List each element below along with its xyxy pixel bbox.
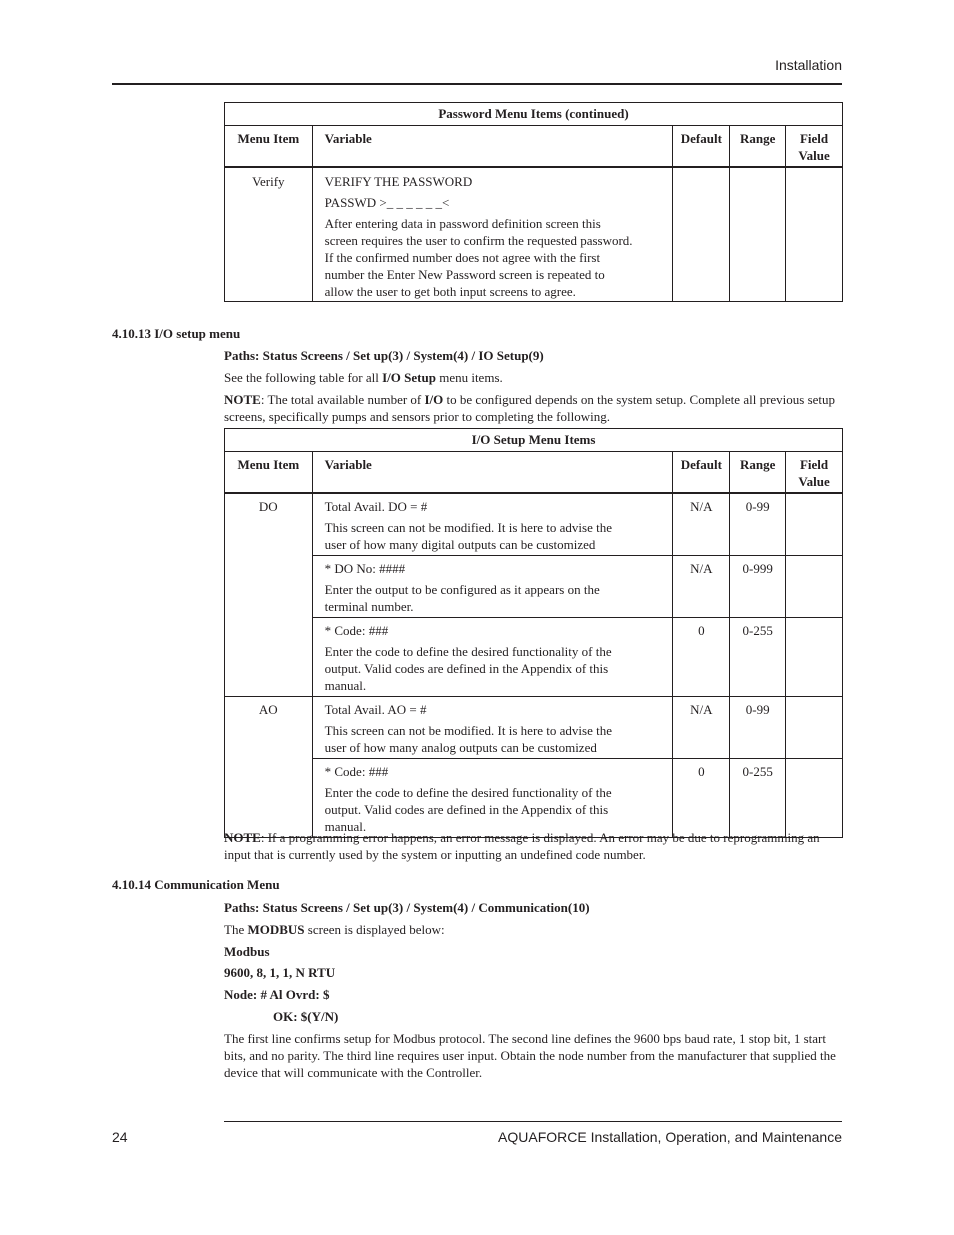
variable-description: Enter the code to define the desired functionality of the output. Valid codes are defined in the Appendix of this manual. xyxy=(324,644,612,693)
comm-description: The first line confirms setup for Modbus protocol. The second line defines the 9600 bps baud rate, 1 stop bit, 1 start bits, and no parity. The third line requires user input. Obtain the node number from the manufacturer that supplied the device that will communicate with the Controller. xyxy=(224,1031,836,1080)
range-cell: 0-255 xyxy=(730,759,786,838)
variable-cell xyxy=(312,167,673,302)
io-see-bold: I/O Setup xyxy=(382,370,436,385)
variable-description: Enter the output to be configured as it appears on the terminal number. xyxy=(324,582,600,614)
variable-line: * Code: ### xyxy=(324,623,389,638)
note-text: : If a programming error happens, an error message is displayed. An error may be due to reprogramming an input that is currently used by the system or inputting an undefined code number. xyxy=(224,830,820,862)
password-menu-table xyxy=(224,102,843,302)
table-row xyxy=(225,618,843,697)
io-see-post: menu items. xyxy=(435,370,503,385)
variable-line: PASSWD >_ _ _ _ _ _< xyxy=(324,195,450,210)
variable-cell xyxy=(312,556,673,618)
footer-document-title: AQUAFORCE Installation, Operation, and Maintenance xyxy=(498,1129,842,1145)
col-header-variable: Variable xyxy=(312,126,673,168)
range-cell: 0-99 xyxy=(730,493,786,556)
section-heading-communication: 4.10.14 Communication Menu xyxy=(112,877,280,892)
variable-cell xyxy=(312,697,673,759)
io-note-error xyxy=(224,829,843,863)
default-cell xyxy=(673,167,730,302)
variable-description: After entering data in password definition screen this screen requires the user to confirm the requested password. If the confirmed number does not agree with the first number the Enter New Password screen is repeated to allow the user to get both input screens to agree. xyxy=(324,216,633,299)
col-header-default: Default xyxy=(673,126,730,168)
intro-pre: The xyxy=(224,922,248,937)
note-label: NOTE xyxy=(224,830,261,845)
col-header-default: Default xyxy=(673,452,730,494)
col-header-field-value: Field Value xyxy=(786,452,843,494)
range-cell: 0-999 xyxy=(730,556,786,618)
note-post: to be configured depends on the system setup. Complete all previous setup screens, specifically pumps and sensors prior to completing the following. xyxy=(224,392,836,424)
default-cell: 0 xyxy=(673,759,730,838)
table-row xyxy=(225,697,843,759)
header-rule xyxy=(112,83,842,85)
io-setup-menu-table xyxy=(224,428,843,838)
table-title: I/O Setup Menu Items xyxy=(225,429,843,452)
modbus-screen-line-1: Modbus xyxy=(224,944,270,959)
io-see-table xyxy=(224,369,843,386)
io-paths: Paths: Status Screens / Set up(3) / System(4) / IO Setup(9) xyxy=(224,348,544,363)
table-row xyxy=(225,167,843,302)
menu-item: AO xyxy=(225,697,313,838)
variable-description: This screen can not be modified. It is here to advise the user of how many analog outputs can be customized xyxy=(324,723,612,755)
comm-intro xyxy=(224,921,843,938)
table-title: Password Menu Items (continued) xyxy=(225,103,843,126)
variable-cell xyxy=(312,493,673,556)
intro-bold: MODBUS xyxy=(247,922,305,937)
table-row xyxy=(225,759,843,838)
col-header-range: Range xyxy=(730,126,786,168)
variable-line: VERIFY THE PASSWORD xyxy=(324,174,473,189)
default-cell: N/A xyxy=(673,697,730,759)
io-note xyxy=(224,391,843,425)
menu-item: Verify xyxy=(225,167,313,302)
variable-line: Total Avail. DO = # xyxy=(324,499,428,514)
note-bold: I/O xyxy=(424,392,444,407)
default-cell: 0 xyxy=(673,618,730,697)
modbus-screen-line-2: 9600, 8, 1, 1, N RTU xyxy=(224,965,336,980)
field-value-cell xyxy=(786,556,843,618)
header-section-title: Installation xyxy=(775,57,842,73)
col-header-field-value: Field Value xyxy=(786,126,843,168)
variable-description: Enter the code to define the desired functionality of the output. Valid codes are defined in the Appendix of this manual. xyxy=(324,785,612,834)
col-header-menu-item: Menu Item xyxy=(225,452,313,494)
section-heading-io-setup: 4.10.13 I/O setup menu xyxy=(112,326,241,341)
field-value-cell xyxy=(786,493,843,556)
table-row xyxy=(225,493,843,556)
col-header-menu-item: Menu Item xyxy=(225,126,313,168)
field-value-cell xyxy=(786,697,843,759)
comm-paths: Paths: Status Screens / Set up(3) / System(4) / Communication(10) xyxy=(224,900,590,915)
note-pre: : The total available number of xyxy=(260,392,425,407)
col-header-variable: Variable xyxy=(312,452,673,494)
variable-line: * Code: ### xyxy=(324,764,389,779)
range-cell: 0-255 xyxy=(730,618,786,697)
range-cell xyxy=(730,167,786,302)
range-cell: 0-99 xyxy=(730,697,786,759)
col-header-range: Range xyxy=(730,452,786,494)
default-cell: N/A xyxy=(673,493,730,556)
footer-page-number: 24 xyxy=(112,1129,128,1145)
variable-cell xyxy=(312,759,673,838)
modbus-screen-line-4: OK: $(Y/N) xyxy=(273,1009,339,1024)
variable-description: This screen can not be modified. It is here to advise the user of how many digital outputs can be customized xyxy=(324,520,612,552)
menu-item: DO xyxy=(225,493,313,697)
note-label: NOTE xyxy=(224,392,261,407)
footer-rule xyxy=(224,1121,842,1122)
variable-line: Total Avail. AO = # xyxy=(324,702,427,717)
variable-cell xyxy=(312,618,673,697)
default-cell: N/A xyxy=(673,556,730,618)
intro-post: screen is displayed below: xyxy=(304,922,445,937)
modbus-screen-line-3: Node: # Al Ovrd: $ xyxy=(224,987,330,1002)
variable-line: * DO No: #### xyxy=(324,561,406,576)
field-value-cell xyxy=(786,618,843,697)
io-see-pre: See the following table for all xyxy=(224,370,383,385)
field-value-cell xyxy=(786,759,843,838)
field-value-cell xyxy=(786,167,843,302)
table-row xyxy=(225,556,843,618)
